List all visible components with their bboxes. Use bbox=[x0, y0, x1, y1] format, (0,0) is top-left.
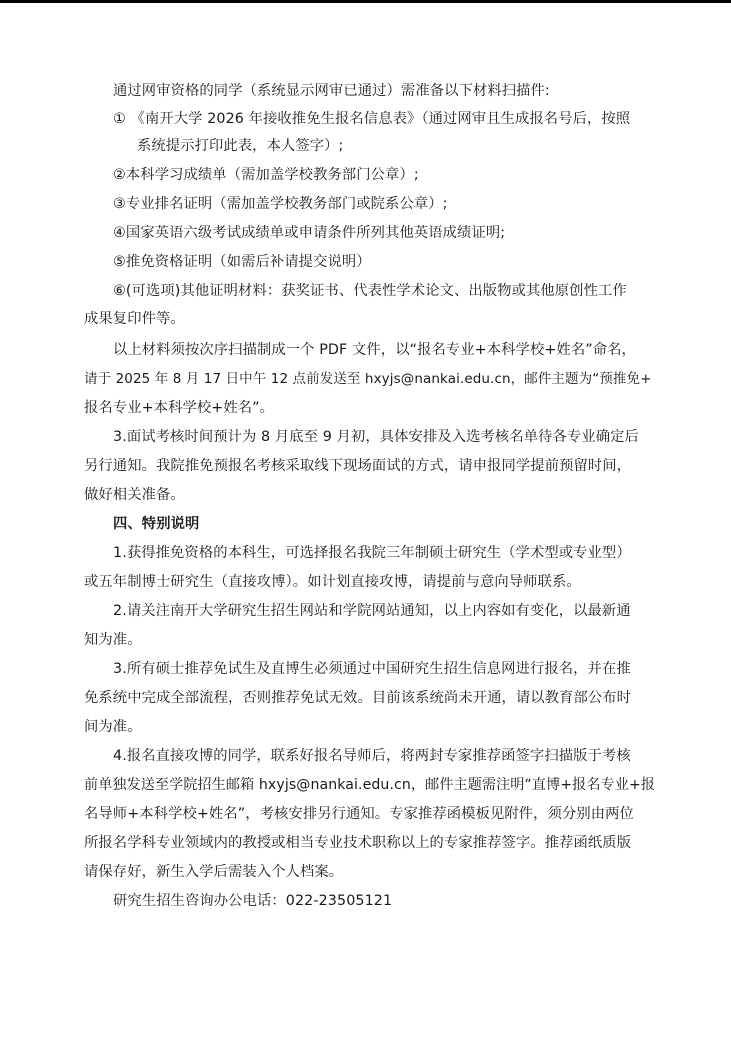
paragraph-pdf-line-1: 以上材料须按次序扫描制成一个 PDF 文件，以“报名专业+本科学校+姓名”命名， bbox=[113, 342, 636, 358]
list-item-4: ④国家英语六级考试成绩单或申请条件所列其他英语成绩证明; bbox=[113, 225, 506, 241]
paragraph-interview-line-2: 另行通知。我院推免预报名考核采取线下现场面试的方式，请申报同学提前预留时间， bbox=[84, 458, 632, 474]
page-top-border bbox=[0, 0, 731, 3]
list-item-1: ① 《南开大学 2026 年接收推免生报名信息表》（通过网审且生成报名号后，按照 bbox=[113, 111, 631, 127]
paragraph-interview-line-1: 3.面试考核时间预计为 8 月底至 9 月初，具体安排及入选考核名单待各专业确定后 bbox=[113, 429, 639, 445]
note-4-line-3: 名导师+本科学校+姓名”，考核安排另行通知。专家推荐函模板见附件，须分别由两位 bbox=[84, 806, 634, 822]
list-item-1-cont: 系统提示打印此表，本人签字）; bbox=[137, 138, 344, 154]
list-item-5: ⑤推免资格证明（如需后补请提交说明） bbox=[113, 254, 371, 270]
note-1-line-1: 1.获得推免资格的本科生，可选择报名我院三年制硕士研究生（学术型或专业型） bbox=[113, 545, 631, 561]
list-item-6: ⑥(可选项)其他证明材料：获奖证书、代表性学术论文、出版物或其他原创性工作 bbox=[113, 283, 627, 299]
note-3-line-1: 3.所有硕士推荐免试生及直博生必须通过中国研究生招生信息网进行报名，并在推 bbox=[113, 661, 631, 677]
paragraph-pdf-line-3: 报名专业+本科学校+姓名”。 bbox=[84, 400, 275, 416]
note-2-line-1: 2.请关注南开大学研究生招生网站和学院网站通知，以上内容如有变化，以最新通 bbox=[113, 603, 631, 619]
section-heading: 四、特别说明 bbox=[113, 516, 200, 532]
paragraph-interview-line-3: 做好相关准备。 bbox=[84, 487, 185, 503]
note-4-line-2: 前单独发送至学院招生邮箱 hxyjs@nankai.edu.cn，邮件主题需注明“直博+报名专业+报 bbox=[84, 777, 656, 793]
note-3-line-3: 间为准。 bbox=[84, 719, 142, 735]
note-2-line-2: 知为准。 bbox=[84, 632, 142, 648]
text-line-intro: 通过网审资格的同学（系统显示网审已通过）需准备以下材料扫描件: bbox=[113, 83, 550, 99]
list-item-6-cont: 成果复印件等。 bbox=[84, 311, 185, 327]
list-item-3: ③专业排名证明（需加盖学校教务部门或院系公章）; bbox=[113, 196, 448, 212]
note-3-line-2: 免系统中完成全部流程，否则推荐免试无效。目前该系统尚未开通，请以教育部公布时 bbox=[84, 690, 632, 706]
note-4-line-5: 请保存好，新生入学后需装入个人档案。 bbox=[84, 864, 344, 880]
note-1-line-2: 或五年制博士研究生（直接攻博）。如计划直接攻博，请提前与意向导师联系。 bbox=[84, 574, 581, 590]
paragraph-pdf-line-2: 请于 2025 年 8 月 17 日中午 12 点前发送至 hxyjs@nankai.edu.cn，邮件主题为“预推免+ bbox=[84, 371, 652, 387]
contact-phone: 研究生招生咨询办公电话：022-23505121 bbox=[113, 893, 393, 909]
list-item-2: ②本科学习成绩单（需加盖学校教务部门公章）; bbox=[113, 167, 419, 183]
note-4-line-1: 4.报名直接攻博的同学，联系好报名导师后，将两封专家推荐函签字扫描版于考核 bbox=[113, 748, 631, 764]
note-4-line-4: 所报名学科专业领域内的教授或相当专业技术职称以上的专家推荐签字。推荐函纸质版 bbox=[84, 835, 632, 851]
